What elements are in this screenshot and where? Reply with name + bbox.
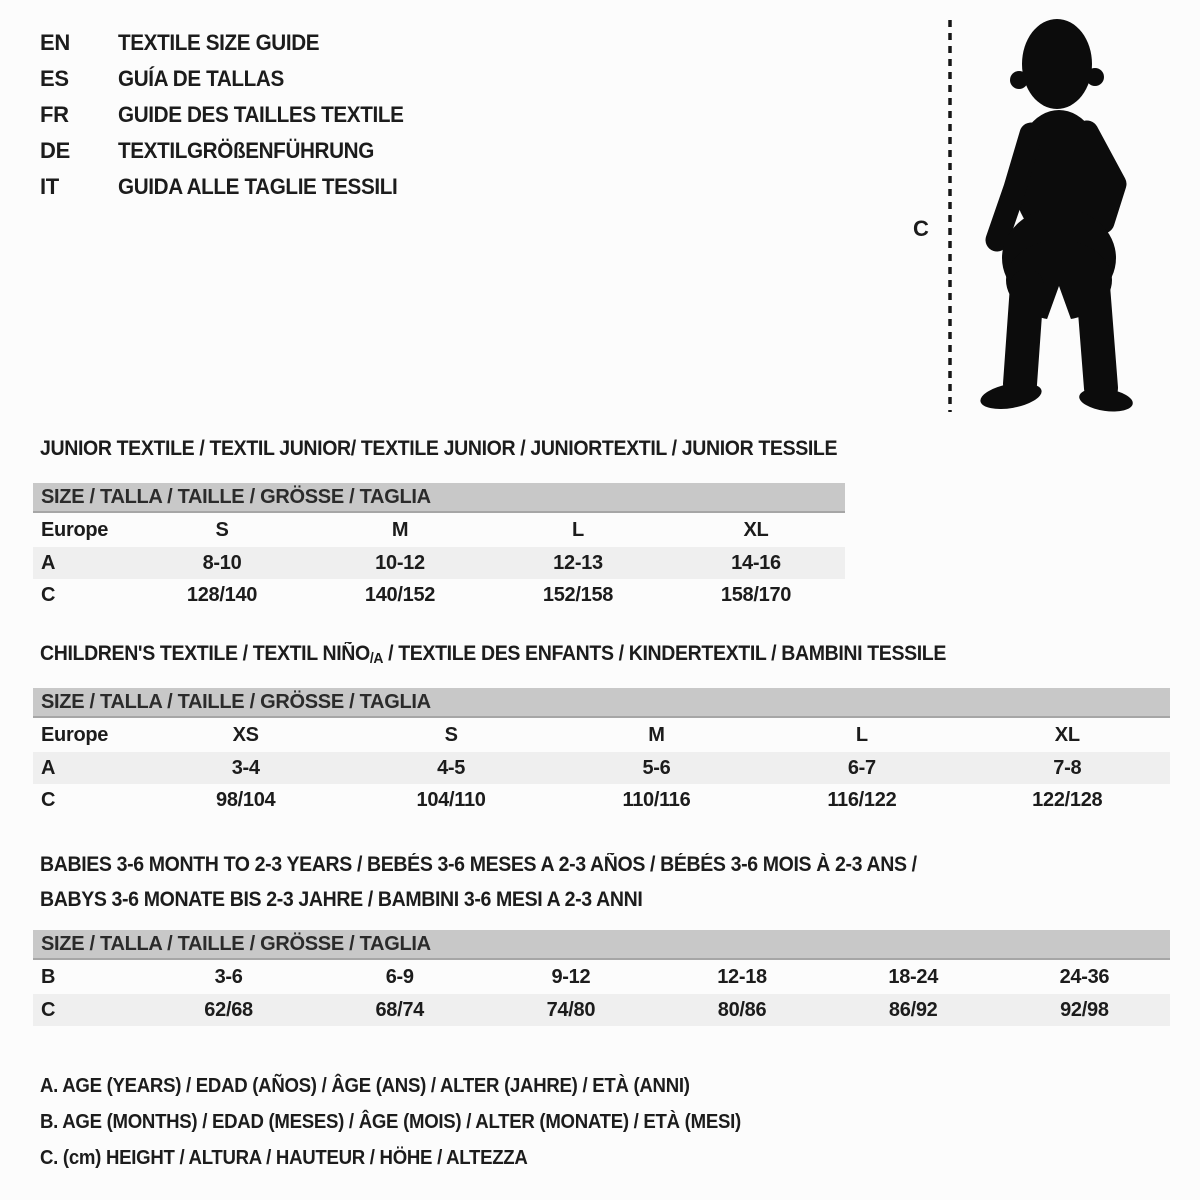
size-cell: L bbox=[572, 518, 584, 541]
guide-title-it: GUIDA ALLE TAGLIE TESSILI bbox=[118, 174, 398, 199]
height-cell: 152/158 bbox=[542, 583, 614, 606]
size-cell: XS bbox=[232, 723, 259, 746]
list-item bbox=[40, 30, 422, 66]
children-title-post: / TEXTILE DES ENFANTS / KINDERTEXTIL / BAMBINI TESSILE bbox=[383, 642, 947, 665]
age-cell: 12-13 bbox=[489, 547, 667, 579]
height-cell: 62/68 bbox=[143, 994, 314, 1026]
size-header-bar: SIZE / TALLA / TAILLE / GRÖSSE / TAGLIA bbox=[33, 483, 845, 512]
height-cell: 122/128 bbox=[1032, 788, 1103, 811]
height-cell: 86/92 bbox=[828, 994, 999, 1026]
age-cell: 10-12 bbox=[311, 547, 489, 579]
size-cell: S bbox=[444, 723, 458, 746]
height-cell: 158/170 bbox=[720, 583, 792, 606]
height-cell: 68/74 bbox=[314, 994, 485, 1026]
row-label: Europe bbox=[41, 518, 109, 541]
junior-size-table bbox=[33, 483, 845, 611]
list-item bbox=[40, 174, 422, 210]
height-cell: 140/152 bbox=[364, 583, 436, 606]
table-row bbox=[33, 959, 1170, 994]
toddler-silhouette-icon bbox=[905, 12, 1150, 422]
table-row bbox=[33, 752, 1170, 784]
language-code: FR bbox=[40, 102, 69, 127]
size-cell: M bbox=[648, 723, 665, 746]
row-label: C bbox=[33, 994, 143, 1026]
age-cell: 3-6 bbox=[214, 965, 243, 988]
measure-legend bbox=[40, 1068, 794, 1176]
language-code: EN bbox=[40, 30, 70, 55]
table-row bbox=[33, 784, 1170, 816]
babies-size-table bbox=[33, 930, 1170, 1026]
age-cell: 24-36 bbox=[1059, 965, 1110, 988]
guide-title-en: TEXTILE SIZE GUIDE bbox=[118, 30, 320, 55]
babies-title-line2: BABYS 3-6 MONATE BIS 2-3 JAHRE / BAMBINI 3-6 MESI A 2-3 ANNI bbox=[40, 888, 643, 911]
age-cell: 14-16 bbox=[667, 547, 845, 579]
size-header-bar: SIZE / TALLA / TAILLE / GRÖSSE / TAGLIA bbox=[33, 930, 1170, 959]
age-cell: 3-4 bbox=[143, 752, 348, 784]
size-cell: L bbox=[855, 723, 868, 746]
row-label: A bbox=[33, 752, 143, 784]
height-measure-label: C bbox=[913, 216, 929, 241]
row-label: C bbox=[41, 583, 56, 606]
guide-title-fr: GUIDE DES TAILLES TEXTILE bbox=[118, 102, 404, 127]
age-cell: 9-12 bbox=[551, 965, 591, 988]
height-cell: 128/140 bbox=[186, 583, 258, 606]
babies-section-title bbox=[40, 847, 917, 917]
children-section-title bbox=[40, 642, 946, 666]
height-measure-figure bbox=[905, 12, 1150, 422]
table-row bbox=[33, 512, 845, 547]
guide-title-es: GUÍA DE TALLAS bbox=[118, 66, 284, 91]
language-code: IT bbox=[40, 174, 59, 199]
height-cell: 74/80 bbox=[485, 994, 656, 1026]
guide-title-de: TEXTILGRÖßENFÜHRUNG bbox=[118, 138, 374, 163]
language-title-list bbox=[40, 30, 422, 210]
age-cell: 6-9 bbox=[385, 965, 414, 988]
legend-line-c: C. (cm) HEIGHT / ALTURA / HAUTEUR / HÖHE / ALTEZZA bbox=[40, 1147, 528, 1169]
height-cell: 116/122 bbox=[827, 788, 897, 811]
row-label: Europe bbox=[41, 723, 109, 746]
list-item bbox=[40, 66, 422, 102]
height-cell: 80/86 bbox=[656, 994, 827, 1026]
height-cell: 110/116 bbox=[622, 788, 691, 811]
row-label: B bbox=[41, 965, 56, 988]
table-row bbox=[33, 717, 1170, 752]
table-row bbox=[33, 547, 845, 579]
age-cell: 5-6 bbox=[554, 752, 759, 784]
height-cell: 104/110 bbox=[416, 788, 486, 811]
size-cell: XL bbox=[743, 518, 769, 541]
age-cell: 8-10 bbox=[133, 547, 311, 579]
table-row bbox=[33, 579, 845, 611]
size-cell: S bbox=[215, 518, 229, 541]
height-cell: 92/98 bbox=[999, 994, 1170, 1026]
age-cell: 18-24 bbox=[888, 965, 939, 988]
list-item bbox=[40, 138, 422, 174]
size-header-bar: SIZE / TALLA / TAILLE / GRÖSSE / TAGLIA bbox=[33, 688, 1170, 717]
toddler-silhouette bbox=[978, 19, 1134, 415]
babies-title-line1: BABIES 3-6 MONTH TO 2-3 YEARS / BEBÉS 3-6 MESES A 2-3 AÑOS / BÉBÉS 3-6 MOIS À 2-3 ANS / bbox=[40, 853, 917, 876]
list-item bbox=[40, 102, 422, 138]
age-cell: 7-8 bbox=[965, 752, 1170, 784]
junior-section-title: JUNIOR TEXTILE / TEXTIL JUNIOR/ TEXTILE JUNIOR / JUNIORTEXTIL / JUNIOR TESSILE bbox=[40, 437, 838, 460]
table-row bbox=[33, 994, 1170, 1026]
height-cell: 98/104 bbox=[216, 788, 276, 811]
children-size-table bbox=[33, 688, 1170, 816]
language-code: DE bbox=[40, 138, 70, 163]
children-title-sub: /A bbox=[369, 650, 384, 667]
age-cell: 4-5 bbox=[348, 752, 553, 784]
size-cell: XL bbox=[1054, 723, 1080, 746]
legend-line-b: B. AGE (MONTHS) / EDAD (MESES) / ÂGE (MOIS) / ALTER (MONATE) / ETÀ (MESI) bbox=[40, 1111, 741, 1133]
language-code: ES bbox=[40, 66, 69, 91]
legend-line-a: A. AGE (YEARS) / EDAD (AÑOS) / ÂGE (ANS) / ALTER (JAHRE) / ETÀ (ANNI) bbox=[40, 1075, 690, 1097]
row-label: A bbox=[33, 547, 133, 579]
size-cell: M bbox=[391, 518, 409, 541]
age-cell: 6-7 bbox=[759, 752, 964, 784]
row-label: C bbox=[41, 788, 56, 811]
age-cell: 12-18 bbox=[717, 965, 767, 988]
children-title-pre: CHILDREN'S TEXTILE / TEXTIL NIÑO bbox=[40, 642, 370, 665]
